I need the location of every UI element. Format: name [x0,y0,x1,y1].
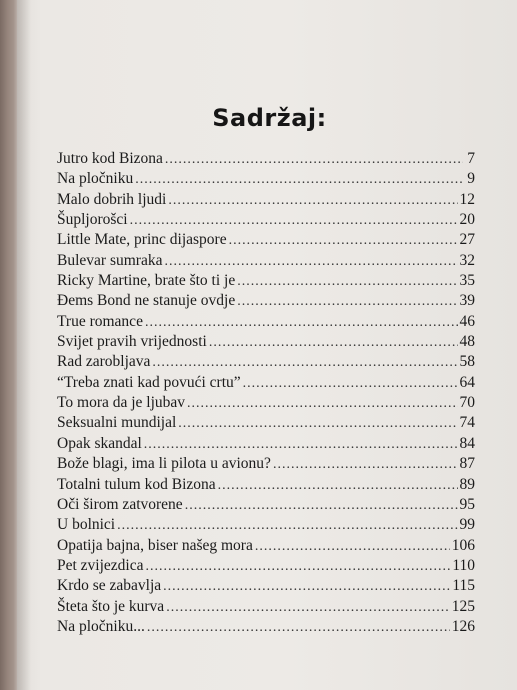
toc-entry [57,169,475,189]
toc-entry [57,210,475,230]
dot-leader [163,577,450,597]
dot-leader [185,496,458,516]
toc-entry-title: Jutro kod Bizona [57,150,163,167]
dot-leader [168,191,457,211]
dot-leader [145,313,458,333]
toc-entry [57,495,475,515]
dot-leader [273,455,458,475]
toc-entry [57,352,475,372]
dot-leader [165,150,463,170]
toc-entry-page-number: 125 [451,597,475,615]
toc-entry-title: Šupljorošci [57,211,128,229]
toc-entry-title: Totalni tulum kod Bizona [57,475,216,493]
dot-leader [135,170,463,190]
dot-leader [147,618,450,638]
dot-leader [209,333,458,353]
toc-entry [57,312,475,332]
toc-entry-page-number: 58 [459,353,475,371]
toc-entry-page-number: 7 [467,150,475,167]
toc-entry-title: Bože blagi, ima li pilota u avionu? [57,455,271,473]
dot-leader [237,272,457,292]
toc-entry-page-number: 89 [459,475,475,493]
toc-entry-title: “Treba znati kad povući crtu” [57,373,241,391]
toc-entry-page-number: 64 [459,373,475,391]
toc-entry-page-number: 126 [451,617,475,635]
toc-entry [57,536,475,556]
toc-entry-page-number: 106 [451,536,475,554]
dot-leader [152,353,457,373]
table-of-contents [57,149,475,637]
toc-entry-title: U bolnici [57,516,116,534]
toc-entry-page-number: 70 [459,394,475,412]
toc-entry [57,291,475,311]
toc-entry [57,597,475,617]
toc-entry-page-number: 9 [467,170,475,188]
toc-entry-title: Šteta što je kurva [57,597,165,615]
toc-entry-title: Krdo se zabavlja [57,577,162,595]
dot-leader [164,252,457,272]
dot-leader [117,516,457,536]
toc-entry-page-number: 99 [459,516,475,534]
toc-entry-page-number: 46 [459,312,475,330]
toc-entry-title: Oči širom zatvorene [57,495,183,513]
toc-entry-page-number: 27 [459,231,475,249]
toc-entry-title: Little Mate, princ dijaspore [57,231,227,249]
toc-entry-page-number: 110 [452,556,475,574]
toc-entry-title: Na pločniku... [57,617,145,635]
toc-entry-title: Malo dobrih ljudi [57,190,167,208]
toc-entry-title: Rad zarobljava [57,353,151,371]
toc-entry-title: Ricky Martine, brate što ti je [57,272,236,290]
dot-leader [178,414,457,434]
toc-entry-title: Na pločniku [57,170,134,188]
toc-entry-page-number: 95 [459,495,475,513]
toc-entry [57,617,475,637]
toc-entry-page-number: 32 [459,251,475,269]
toc-entry-page-number: 12 [459,190,475,208]
toc-entry [57,393,475,413]
toc-entry [57,230,475,250]
toc-entry-page-number: 35 [459,272,475,290]
toc-entry [57,149,475,169]
toc-entry-title: Seksualni mundijal [57,414,177,432]
toc-entry-page-number: 20 [459,211,475,229]
toc-entry [57,475,475,495]
toc-entry [57,576,475,596]
toc-entry-page-number: 74 [459,414,475,432]
toc-entry-title: True romance [57,312,143,330]
toc-entry-title: Đems Bond ne stanuje ovdje [57,292,236,310]
toc-entry-page-number: 84 [459,434,475,452]
toc-entry-title: Opatija bajna, biser našeg mora [57,536,253,554]
toc-entry-title: Opak skandal [57,434,142,452]
dot-leader [255,537,450,557]
toc-entry [57,454,475,474]
toc-entry [57,251,475,271]
toc-entry-title: Svijet pravih vrijednosti [57,333,207,351]
dot-leader [187,394,457,414]
toc-entry [57,271,475,291]
toc-entry [57,556,475,576]
toc-entry-page-number: 39 [459,292,475,310]
toc-entry [57,190,475,210]
toc-entry-title: Bulevar sumraka [57,251,163,269]
toc-entry-page-number: 48 [459,333,475,351]
toc-entry [57,413,475,433]
toc-entry-title: To mora da je ljubav [57,394,186,412]
toc-entry [57,332,475,352]
dot-leader [166,598,450,618]
dot-leader [144,435,458,455]
dot-leader [243,374,458,394]
toc-entry-page-number: 115 [452,577,475,595]
dot-leader [218,476,458,496]
dot-leader [229,231,458,251]
toc-entry-page-number: 87 [459,455,475,473]
toc-entry-title: Pet zvijezdica [57,556,144,574]
toc-entry [57,434,475,454]
toc-entry [57,373,475,393]
toc-entry [57,515,475,535]
dot-leader [130,211,458,231]
dot-leader [146,557,451,577]
page-title: Sadržaj: [212,104,327,133]
dot-leader [237,292,457,312]
